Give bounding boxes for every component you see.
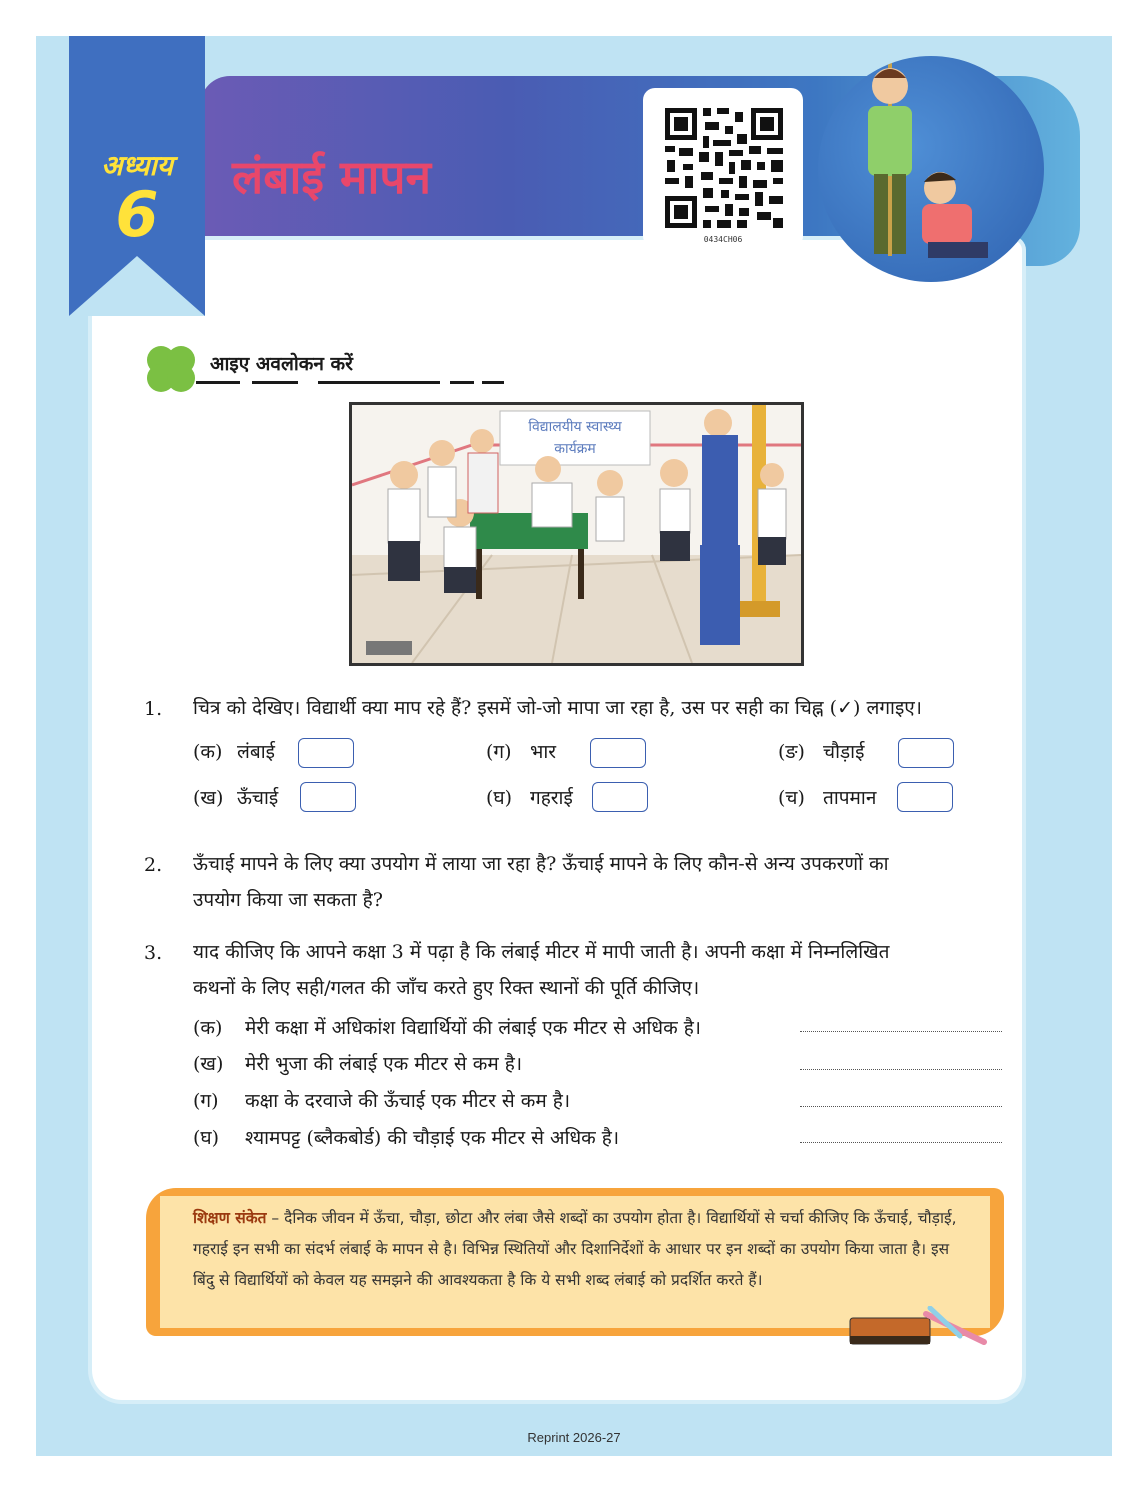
checkbox-height[interactable] [300, 782, 356, 812]
option-label: (च) [778, 787, 805, 809]
question-3-line-1: याद कीजिए कि आपने कक्षा 3 में पढ़ा है कि लंबाई मीटर में मापी जाती है। अपनी कक्षा में निम्नलिखित [193, 941, 890, 963]
teaching-note-label: शिक्षण संकेत [193, 1209, 267, 1227]
option-label: (ङ) [778, 741, 805, 763]
checkbox-length[interactable] [298, 738, 354, 768]
answer-blank[interactable] [800, 1068, 1002, 1070]
option-text: भार [530, 741, 557, 763]
health-checkup-illustration [349, 402, 804, 666]
clover-icon [143, 340, 199, 396]
heading-underline [318, 381, 440, 384]
ribbon-notch [69, 256, 205, 316]
question-2-number: 2. [144, 854, 163, 876]
statement-label: (क) [193, 1017, 223, 1039]
checkbox-weight[interactable] [590, 738, 646, 768]
qr-code-card[interactable] [643, 88, 803, 248]
option-text: गहराई [530, 787, 573, 809]
checkbox-temperature[interactable] [897, 782, 953, 812]
answer-blank[interactable] [800, 1105, 1002, 1107]
option-label: (घ) [486, 787, 513, 809]
statement-label: (घ) [193, 1127, 220, 1149]
option-text: लंबाई [237, 741, 275, 763]
footer-reprint: Reprint 2026-27 [527, 1430, 621, 1445]
option-label: (ख) [193, 787, 224, 809]
option-text: ऊँचाई [237, 787, 279, 809]
statement-text: कक्षा के दरवाजे की ऊँचाई एक मीटर से कम है। [245, 1090, 571, 1112]
height-measuring-illustration [818, 56, 1044, 282]
banner-line-1: विद्यालयीय स्वास्थ्य [528, 419, 622, 435]
teaching-note-text: – दैनिक जीवन में ऊँचा, चौड़ा, छोटा और लंबा जैसे शब्दों का उपयोग होता है। विद्यार्थियों से चर्चा कीजिए कि ऊँचाई, चौड़ाई, गहराई इन सभी का संदर्भ लंबाई के मापन से है। विभिन्न स्थितियों और दिशानिर्देशों के आधार पर इन शब्दों का उपयोग किया जाता है। इस बिंदु से विद्यार्थियों को केवल यह समझने की आवश्यकता है कि ये सभी शब्द लंबाई को प्रदर्शित करते हैं। [193, 1209, 957, 1289]
option-label: (क) [193, 741, 223, 763]
question-1-number: 1. [144, 698, 163, 720]
answer-blank[interactable] [800, 1141, 1002, 1143]
statement-text: मेरी भुजा की लंबाई एक मीटर से कम है। [245, 1053, 523, 1075]
question-2-line-1: ऊँचाई मापने के लिए क्या उपयोग में लाया जा रहा है? ऊँचाई मापने के लिए कौन-से अन्य उपकरणों का [193, 853, 889, 875]
checkbox-width[interactable] [898, 738, 954, 768]
heading-underline [196, 381, 240, 384]
question-2-line-2: उपयोग किया जा सकता है? [193, 889, 383, 911]
heading-underline [252, 381, 298, 384]
question-1-text: चित्र को देखिए। विद्यार्थी क्या माप रहे हैं? इसमें जो-जो मापा जा रहा है, उस पर सही का चिह्न (✓) लगाइए। [193, 697, 922, 719]
heading-underline [450, 381, 474, 384]
heading-underline [482, 381, 504, 384]
answer-blank[interactable] [800, 1030, 1002, 1032]
teaching-note [193, 1203, 963, 1296]
duster-chalk-icon [848, 1306, 988, 1348]
statement-text: मेरी कक्षा में अधिकांश विद्यार्थियों की लंबाई एक मीटर से अधिक है। [245, 1017, 701, 1039]
option-label: (ग) [486, 741, 512, 763]
checkbox-depth[interactable] [592, 782, 648, 812]
section-heading: आइए अवलोकन करें [210, 353, 353, 375]
children-measuring-icon [818, 56, 1044, 282]
statement-label: (ग) [193, 1090, 219, 1112]
banner-line-2: कार्यक्रम [554, 441, 596, 457]
chapter-title: लंबाई मापन [232, 150, 432, 204]
qr-code-label: 0434CH06 [703, 235, 743, 244]
qr-code-icon [643, 88, 803, 248]
option-text: चौड़ाई [823, 741, 865, 763]
option-text: तापमान [823, 787, 877, 809]
statement-label: (ख) [193, 1053, 224, 1075]
chapter-word: अध्याय [101, 149, 173, 182]
statement-text: श्यामपट्ट (ब्लैकबोर्ड) की चौड़ाई एक मीटर से अधिक है। [245, 1127, 620, 1149]
question-3-line-2: कथनों के लिए सही/गलत की जाँच करते हुए रिक्त स्थानों की पूर्ति कीजिए। [193, 977, 700, 999]
question-3-number: 3. [144, 942, 163, 964]
chapter-number: 6 [115, 178, 159, 251]
